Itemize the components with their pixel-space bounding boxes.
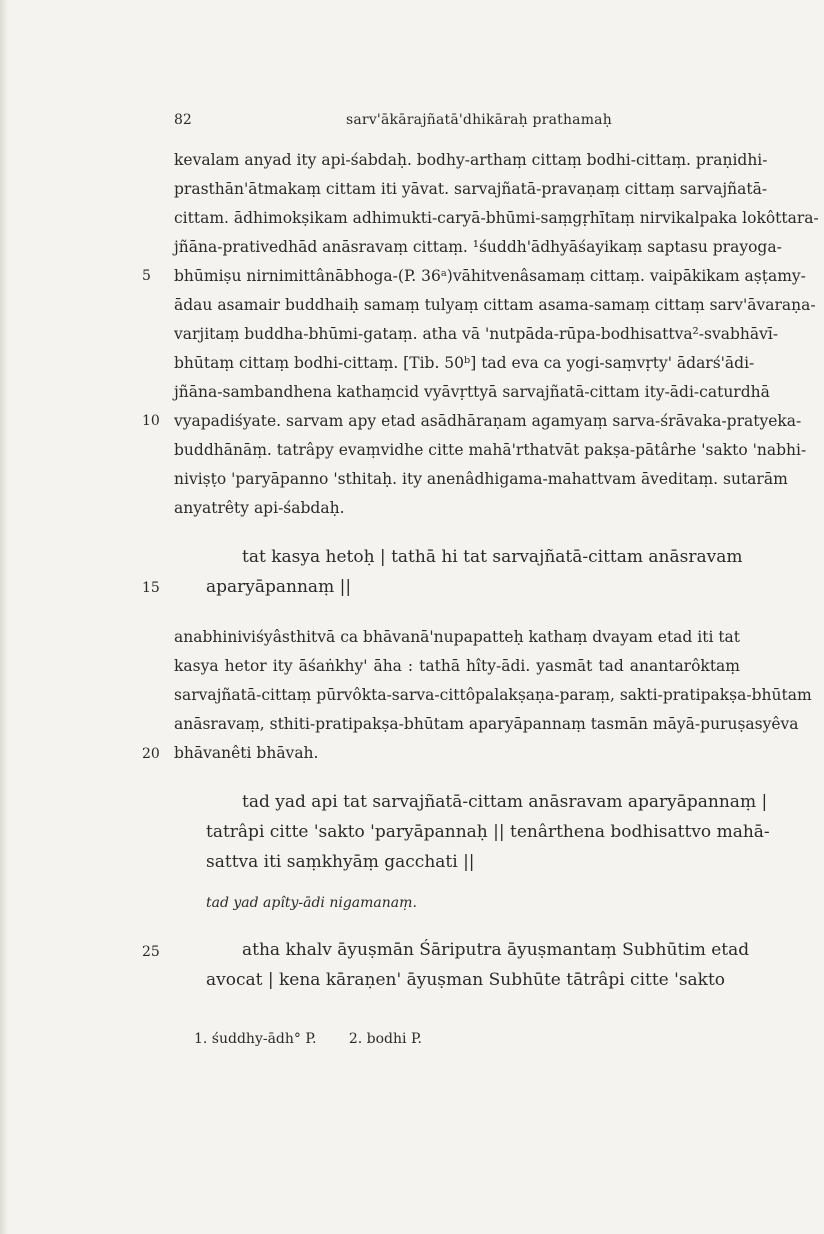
commentary-line: kasya hetor ity āśaṅkhy' āha : tathā hîty-ādi. yasmāt tad anantarôktaṃ [174, 657, 740, 675]
verse-line: tat kasya hetoḥ | tathā hi tat sarvajñatā-cittam anāsravam [242, 547, 743, 567]
commentary-line: varjitaṃ buddha-bhūmi-gataṃ. atha vā 'nutpāda-rūpa-bodhisattva²-svabhāvī- [174, 325, 779, 343]
verse-line: atha khalv āyuṣmān Śāriputra āyuṣmantaṃ Subhūtim etad [242, 940, 750, 960]
commentary-line: kevalam anyad ity api-śabdaḥ. bodhy-arthaṃ cittaṃ bodhi-cittaṃ. praṇidhi- [174, 151, 768, 169]
page-number: 82 [174, 112, 192, 128]
commentary-line: jñāna-sambandhena kathaṃcid vyāvṛttyā sarvajñatā-cittam ity-ādi-caturdhā [174, 383, 770, 401]
line-number: 20 [142, 746, 160, 762]
verse-line: tad yad api tat sarvajñatā-cittam anāsravam aparyāpannaṃ | [242, 792, 768, 812]
commentary-line: ādau asamair buddhaiḥ samaṃ tulyaṃ cittam asama-samaṃ cittaṃ sarv'āvaraṇa- [174, 296, 816, 314]
commentary-line: bhāvanêti bhāvah. [174, 744, 319, 762]
line-number: 10 [142, 413, 160, 429]
commentary-line: bhūmiṣu nirnimittânābhoga-(P. 36ᵃ)vāhitvenâsamaṃ cittaṃ. vaipākikam aṣṭamy- [174, 267, 806, 285]
commentary-line: vyapadiśyate. sarvam apy etad asādhāraṇam agamyaṃ sarva-śrāvaka-pratyeka- [174, 412, 802, 430]
line-number: 25 [142, 944, 160, 960]
commentary-line: buddhānāṃ. tatrâpy evaṃvidhe citte mahā'rthatvāt pakṣa-pātârhe 'sakto 'nabhi- [174, 441, 807, 459]
verse-line: avocat | kena kāraṇen' āyuṣman Subhūte tātrâpi citte 'sakto [206, 970, 726, 990]
closing-line: tad yad apîty-ādi nigamanaṃ. [206, 895, 417, 911]
footnote: 2. bodhi P. [348, 1031, 422, 1047]
footnote: 1. śuddhy-ādh° P. [194, 1031, 317, 1047]
verse-line: tatrâpi citte 'sakto 'paryāpannaḥ || tenârthena bodhisattvo mahā- [206, 822, 770, 842]
scan-edge-shadow [0, 0, 8, 1234]
footnotes [194, 1031, 450, 1047]
commentary-line: prasthān'ātmakaṃ cittam iti yāvat. sarvajñatā-pravaṇaṃ cittaṃ sarvajñatā- [174, 180, 768, 198]
commentary-line: bhūtaṃ cittaṃ bodhi-cittaṃ. [Tib. 50ᵇ] tad eva ca yogi-saṃvṛty' ādarś'ādi- [174, 354, 755, 372]
commentary-line: cittam. ādhimokṣikam adhimukti-caryā-bhūmi-saṃgṛhītaṃ nirvikalpaka lokôttara- [174, 209, 819, 227]
commentary-line: sarvajñatā-cittaṃ pūrvôkta-sarva-cittôpalakṣaṇa-paraṃ, sakti-pratipakṣa-bhūtam [174, 686, 812, 704]
verse-line: aparyāpannaṃ || [206, 577, 352, 597]
commentary-line: anyatrêty api-śabdaḥ. [174, 499, 345, 517]
commentary-line: anāsravaṃ, sthiti-pratipakṣa-bhūtam aparyāpannaṃ tasmān māyā-puruṣasyêva [174, 715, 799, 733]
running-title: sarv'ākārajñatā'dhikāraḥ prathamaḥ [346, 112, 612, 128]
verse-line: sattva iti saṃkhyāṃ gacchati || [206, 852, 475, 872]
commentary-line: anabhiniviśyâsthitvā ca bhāvanā'nupapatteḥ kathaṃ dvayam etad iti tat [174, 628, 741, 646]
line-number: 5 [142, 268, 151, 284]
line-number: 15 [142, 580, 160, 596]
commentary-line: niviṣṭo 'paryāpanno 'sthitaḥ. ity anenâdhigama-mahattvam āveditaṃ. sutarām [174, 470, 788, 488]
commentary-line: jñāna-prativedhād anāsravaṃ cittaṃ. ¹śuddh'ādhyāśayikaṃ saptasu prayoga- [174, 238, 782, 256]
